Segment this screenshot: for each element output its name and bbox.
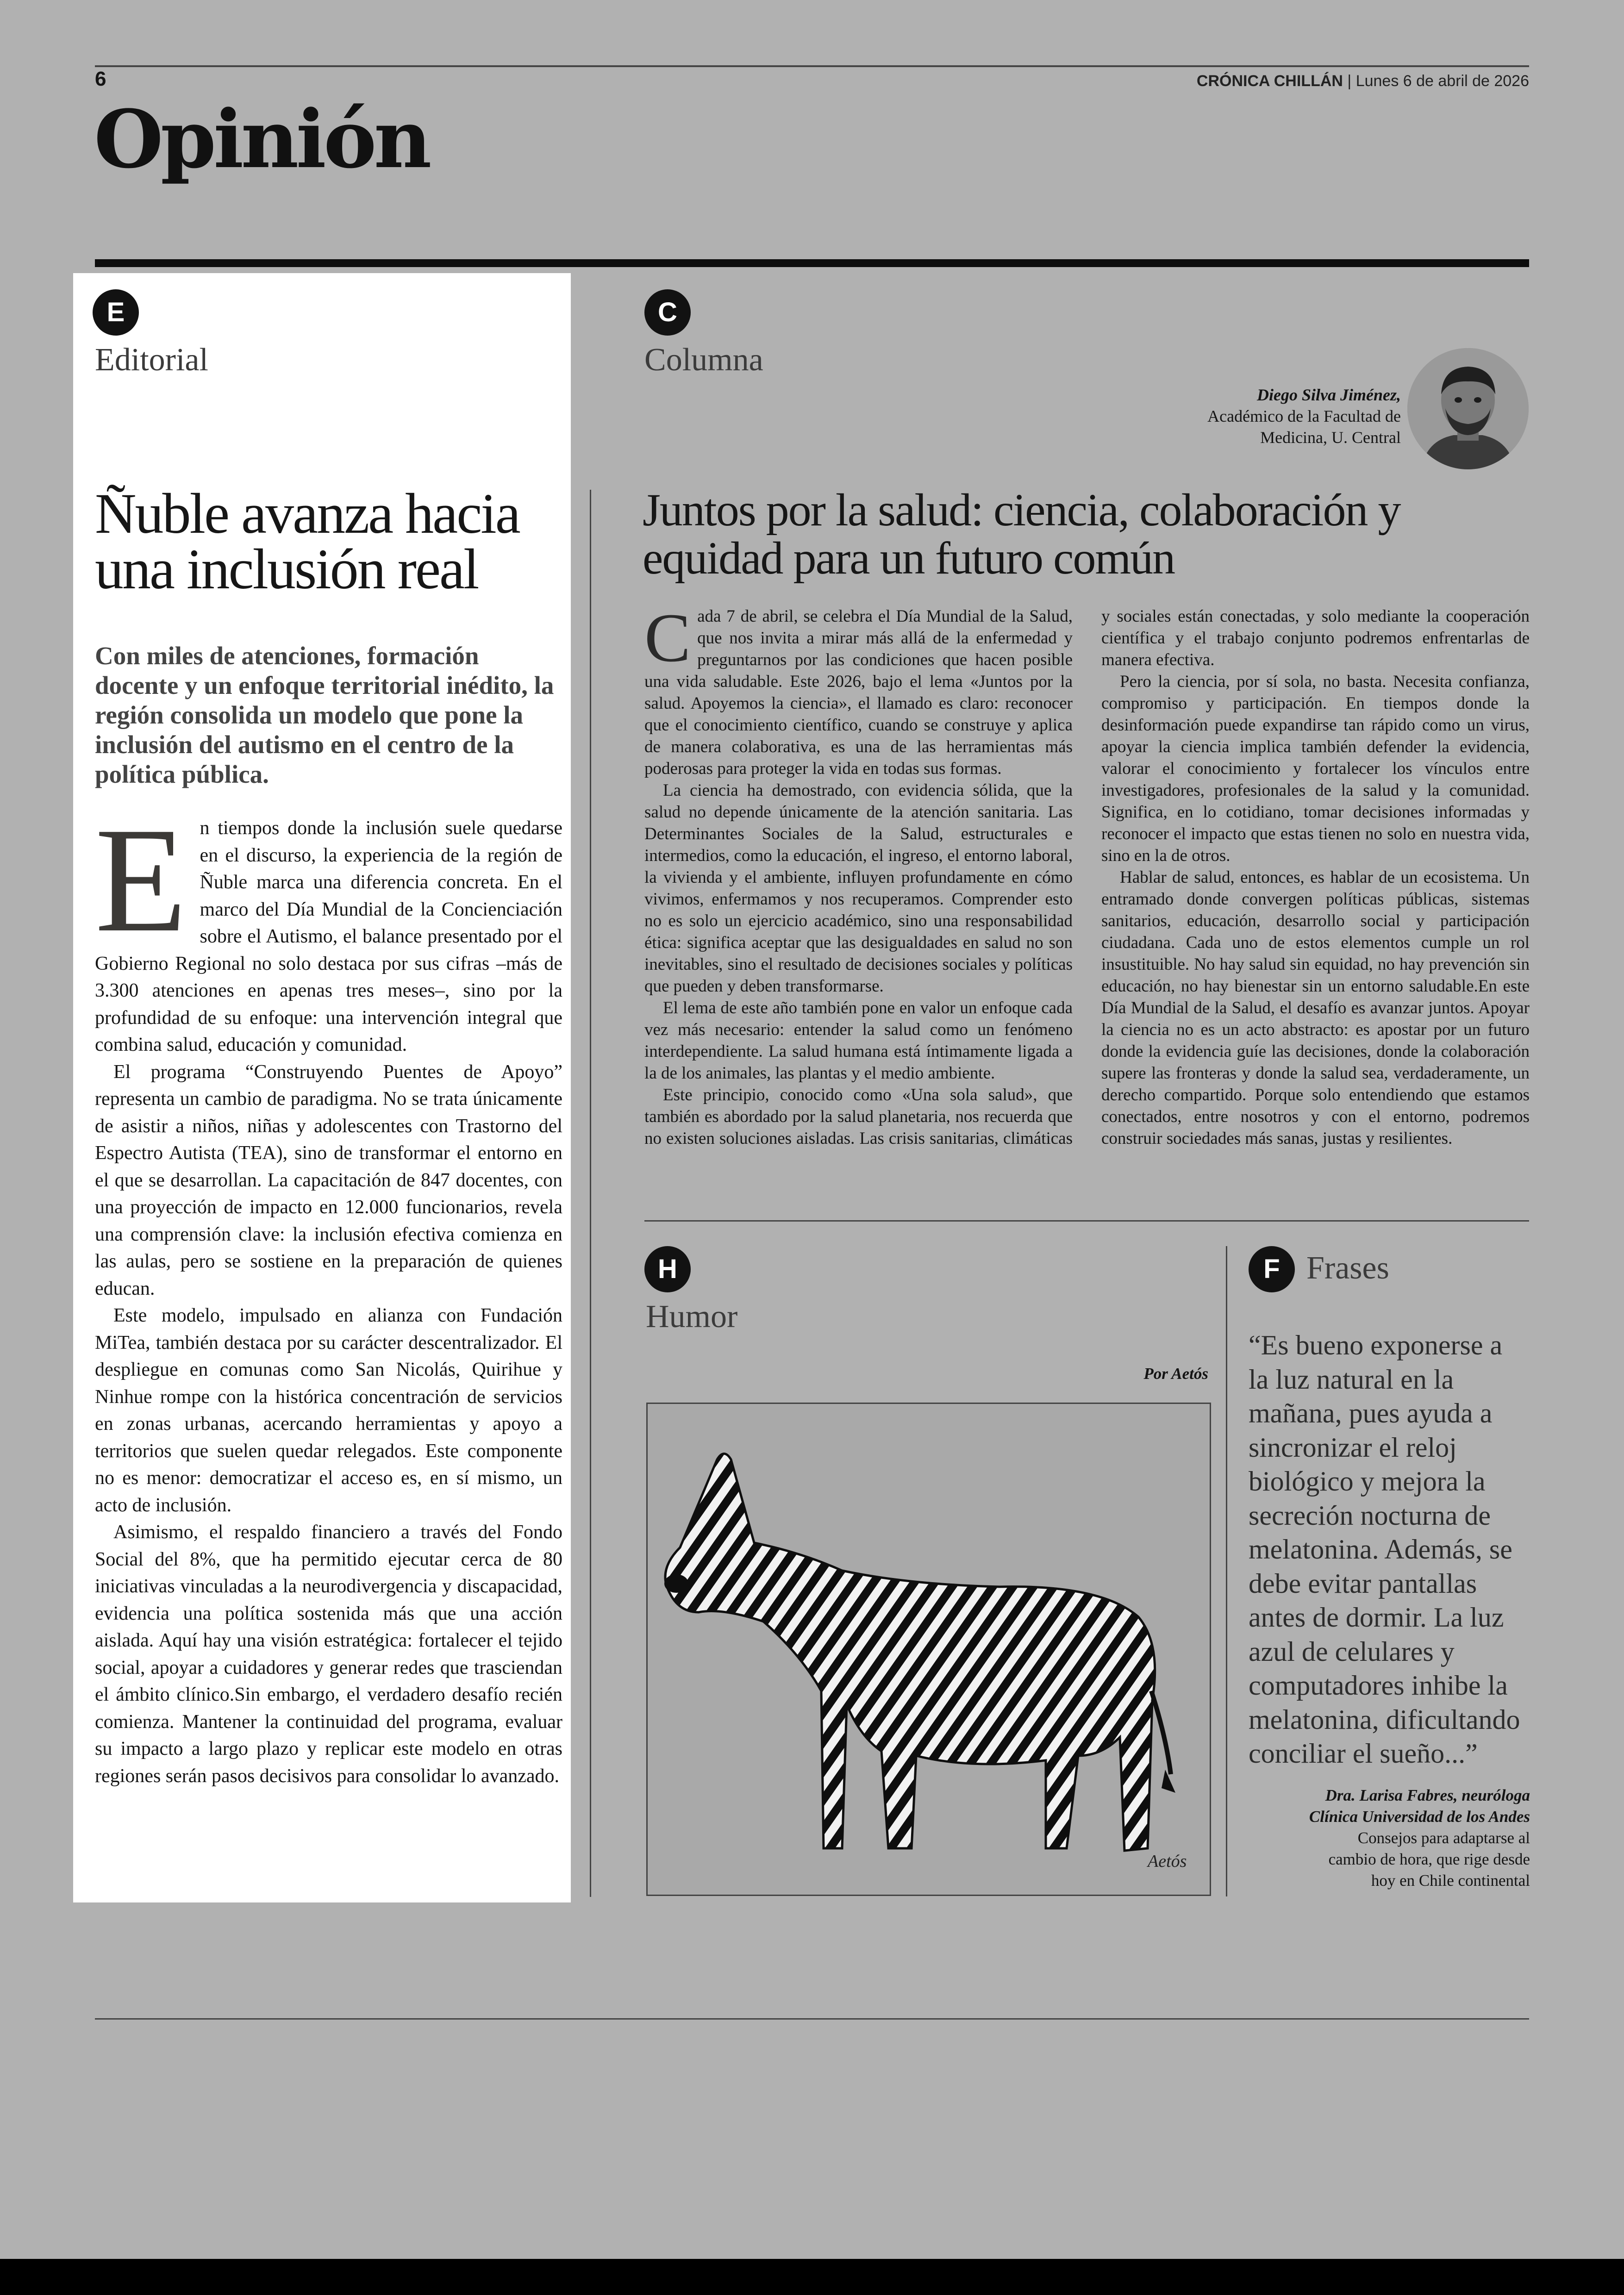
editorial-paragraph <box>95 797 562 1059</box>
column-body <box>644 599 1530 1149</box>
frase-quote: “Es bueno exponerse a la luz natural en la mañana, pues ayuda a sincronizar el reloj biológico y mejora la secreción nocturna de melatonina. Además, se debe evitar pantallas antes de dormir. La luz azul de celulares y computadores inhibe la melatonina, dificultando conciliar el sueño...” <box>1249 1330 1520 1769</box>
editorial-label: Editorial <box>95 342 208 378</box>
column-paragraph-text: ada 7 de abril, se celebra el Día Mundial de la Salud, que nos invita a mirar más allá de la enfermedad y preguntarnos por las condiciones que hacen posible una vida saludable. Este 2026, bajo el lema «Juntos por la salud. Apoyemos la ciencia», el llamado es claro: reconocer que el conocimiento científico, cuando se construye y aplica de manera colaborativa, es una de las herramientas más poderosas para proteger la vida en todas sus formas. <box>644 607 1073 778</box>
header-top-rule <box>95 65 1529 67</box>
editorial-deck: Con miles de atenciones, formación docente y un enfoque territorial inédito, la región consolida un modelo que pone la inclusión del autismo en el centro de la política pública. <box>95 642 554 788</box>
editorial-paragraph: Este modelo, impulsado en alianza con Fundación MiTea, también destaca por su carácter descentralizador. El despliegue en comunas como San Nicolás, Quirihue y Ninhue rompe con la histórica concentración de servicios en zonas urbanas, acercando herramientas y apoyo a territorios que suelen quedar relegados. Este componente no es menor: democratizar el acceso es, en sí mismo, un acto de inclusión. <box>95 1305 562 1516</box>
humor-credit: Por Aetós <box>1143 1365 1208 1383</box>
zebra-cartoon-icon <box>648 1404 1210 1895</box>
editorial-badge: E <box>93 289 139 336</box>
column-author-role: Académico de la Facultad de <box>1207 407 1401 425</box>
newspaper-name: CRÓNICA CHILLÁN <box>1196 72 1343 90</box>
column-bottom-rule <box>644 1220 1529 1222</box>
humor-badge: H <box>644 1246 691 1292</box>
header-thick-rule <box>95 259 1529 267</box>
column-author-name: Diego Silva Jiménez, <box>1257 386 1401 404</box>
issue-date: Lunes 6 de abril de 2026 <box>1355 72 1529 90</box>
frases-label: Frases <box>1306 1250 1389 1286</box>
column-author-role: Medicina, U. Central <box>1260 428 1401 447</box>
footer-rule <box>95 2018 1529 2020</box>
frase-context: Consejos para adaptarse al <box>1357 1829 1530 1847</box>
frase-source <box>1185 1785 1530 1891</box>
author-portrait-icon <box>1407 348 1529 469</box>
humor-label: Humor <box>646 1299 738 1335</box>
editorial-body <box>95 797 562 1790</box>
editorial-paragraph: El programa “Construyendo Puentes de Apoyo” representa un cambio de paradigma. No se trata únicamente de asistir a niños, niñas y adolescentes con Trastorno del Espectro Autista (TEA), sino de transformar el entorno en el que se desarrollan. La capacitación de 847 docentes, con una proyección de impacto en 12.000 funcionarios, revela una comprensión clave: la inclusión efectiva comienza en las aulas, pero se sostiene en la preparación de quienes educan. <box>95 1061 562 1299</box>
column-badge: C <box>644 289 691 336</box>
column-author-block <box>1160 384 1401 448</box>
editorial-paragraph: Asimismo, el respaldo financiero a través del Fondo Social del 8%, que ha permitido ejecutar cerca de 80 iniciativas vinculadas a la neurodivergencia y discapacidad, evidencia una política sostenida más que una acción aislada. Aquí hay una visión estratégica: fortalecer el tejido social, apoyar a cuidadores y generar redes que trasciendan el ámbito clínico.Sin embargo, el verdadero desafío recién comienza. Mantener la continuidad del programa, evaluar su impacto a largo plazo y replicar este modelo en otras regiones serán pasos decisivos para consolidar lo avanzado. <box>95 1522 562 1787</box>
column-headline: Juntos por la salud: ciencia, colaboración y equidad para un futuro común <box>643 484 1400 584</box>
column-paragraph: El lema de este año también pone en valor un enfoque cada vez más necesario: entender la salud como un fenómeno interdependiente. La salud humana está íntimamente ligada a la de los animales, las plantas y el medio ambiente. <box>644 998 1073 1083</box>
column-paragraph: Pero la ciencia, por sí sola, no basta. Necesita confianza, compromiso y participación. En tiempos donde la desinformación puede expandirse tan rápido como un virus, apoyar la ciencia implica también defender la evidencia, valorar el conocimiento y fortalecer los vínculos entre investigadores, profesionales de la salud y la comunidad. Significa, en lo cotidiano, tomar decisiones informadas y reconocer el impacto que estas tienen no solo en nuestra vida, sino en la de otros. <box>1101 672 1530 865</box>
masthead-date: CRÓNICA CHILLÁN | Lunes 6 de abril de 2026 <box>1196 72 1529 90</box>
column-drop-cap: C <box>644 599 691 676</box>
column-divider-vertical <box>590 490 591 1897</box>
frase-institution: Clínica Universidad de los Andes <box>1309 1808 1530 1826</box>
column-label: Columna <box>644 342 763 378</box>
bottom-black-band <box>0 2259 1624 2295</box>
author-avatar <box>1407 348 1529 469</box>
frase-context: hoy en Chile continental <box>1371 1871 1530 1890</box>
editorial-drop-cap: E <box>95 797 187 963</box>
cartoon-signature: Aetós <box>1148 1852 1187 1871</box>
page-number: 6 <box>95 68 106 90</box>
editorial-paragraph-text: n tiempos donde la inclusión suele quedarse en el discurso, la experiencia de la región de Ñuble marca una diferencia concreta. En el marco del Día Mundial de la Concienciación sobre el Autismo, el balance presentado por el Gobierno Regional no solo destaca por sus cifras –más de 3.300 atenciones en apenas tres meses–, sino por la profundidad de su enfoque: una intervención integral que combina salud, educación y comunidad. <box>95 817 562 1055</box>
column-paragraph: Hablar de salud, entonces, es hablar de un ecosistema. Un entramado donde convergen políticas públicas, sistemas sanitarios, educación, desarrollo social y participación ciudadana. Cada uno de estos elementos cumple un rol insustituible. No hay salud sin equidad, no hay prevención sin educación, no hay bienestar sin un entorno saludable.En este Día Mundial de la Salud, el desafío es avanzar juntos. Apoyar la ciencia no es un acto abstracto: es apostar por un futuro donde la evidencia guíe las decisiones, donde la colaboración supere las fronteras y donde la salud sea, verdaderamente, un derecho compartido. Porque solo entendiendo que estamos conectados, entre nosotros y con el entorno, podremos construir sociedades más sanas, justas y resilientes. <box>1101 868 1530 1148</box>
column-paragraph: Este principio, conocido como «Una sola salud», que también es abordado por la salud planetaria, nos recuerda que no existen soluciones aisladas. Las crisis sanitarias, climáticas y sociales están conectadas, y solo mediante la cooperación científica y el trabajo conjunto podremos enfrentarlas de manera efectiva. <box>644 607 1530 1148</box>
frase-author: Dra. Larisa Fabres, neuróloga <box>1325 1786 1530 1804</box>
editorial-headline: Ñuble avanza hacia una inclusión real <box>95 482 519 601</box>
humor-cartoon <box>646 1403 1211 1896</box>
section-title: Opinión <box>94 92 429 186</box>
column-paragraph <box>644 599 1073 780</box>
column-paragraph: La ciencia ha demostrado, con evidencia sólida, que la salud no depende únicamente de la atención sanitaria. Las Determinantes Sociales de la Salud, estructurales e intermedios, como la educación, el ingreso, el entorno laboral, la vivienda y el ambiente, influyen profundamente en cómo vivimos, enfermamos y nos recuperamos. Comprender esto no es solo un ejercicio académico, sino una responsabilidad ética: significa aceptar que las desigualdades en salud no son inevitables, sino el resultado de decisiones sociales y políticas que pueden y deben transformarse. <box>644 781 1073 996</box>
frase-context: cambio de hora, que rige desde <box>1328 1850 1530 1868</box>
frases-badge: F <box>1249 1246 1295 1292</box>
